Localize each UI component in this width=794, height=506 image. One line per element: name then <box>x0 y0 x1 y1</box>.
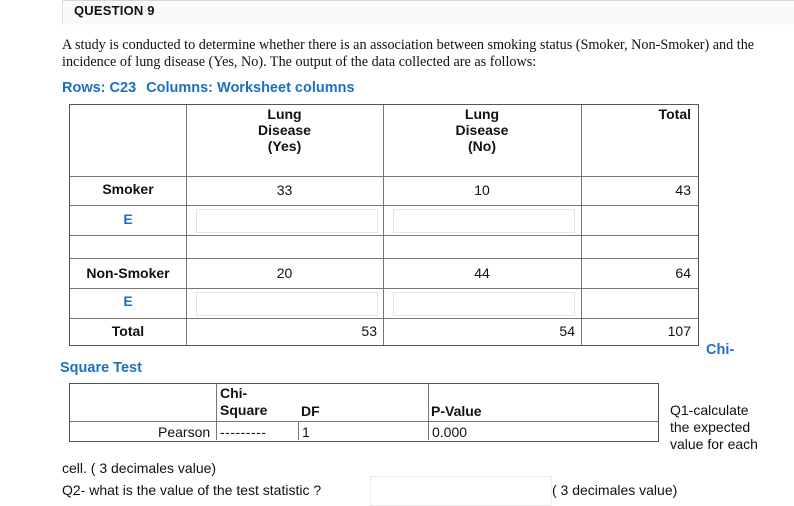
question-header-bar <box>62 0 794 25</box>
df-header: DF <box>301 403 320 419</box>
row-label-smoker: Smoker <box>102 181 154 197</box>
p-value-header: P-Value <box>431 403 482 419</box>
expected-smoker-yes-input[interactable] <box>196 209 378 233</box>
rows-columns-label <box>62 80 355 96</box>
chi-square-title-part1: Chi- <box>706 342 735 358</box>
row-label-total: Total <box>111 323 145 339</box>
row-label-expected-non-smoker: E <box>123 293 133 309</box>
q1-prompt-continued: cell. ( 3 decimales value) <box>62 460 217 476</box>
row-label-expected-smoker: E <box>123 211 133 227</box>
chi-square-table <box>69 383 659 442</box>
question-title: QUESTION 9 <box>74 3 155 18</box>
q1-prompt: Q1-calculate the expected value for each <box>670 402 758 452</box>
non-smoker-total-value: 64 <box>675 265 691 281</box>
q2-prompt: Q2- what is the value of the test statistic ? <box>62 482 322 498</box>
expected-smoker-no-input[interactable] <box>393 209 575 233</box>
header-total: Total <box>658 106 691 122</box>
total-yes-value: 53 <box>361 323 377 339</box>
question-paragraph: A study is conducted to determine whether there is an association between smoking status (Smoker, Non-Smoker) and the incidence of lung disease (Yes, No). The output of the data collected are as follows: <box>62 37 755 70</box>
smoker-yes-value: 33 <box>276 182 293 198</box>
contingency-table <box>69 104 699 346</box>
row-label-non-smoker: Non-Smoker <box>86 265 170 281</box>
smoker-no-value: 10 <box>474 182 490 198</box>
expected-non-smoker-yes-input[interactable] <box>196 292 378 316</box>
p-value: 0.000 <box>432 424 468 440</box>
rows-label: Rows: C23 <box>62 80 137 96</box>
chi-square-title-part2: Square Test <box>60 360 142 376</box>
grand-total-value: 107 <box>667 323 691 339</box>
pearson-label: Pearson <box>158 424 211 440</box>
header-lung-no: Lung Disease (No) <box>455 106 509 154</box>
header-lung-yes: Lung Disease (Yes) <box>258 106 311 154</box>
smoker-total-value: 43 <box>675 182 691 198</box>
df-value: 1 <box>302 424 310 440</box>
chi-square-header: Chi- Square <box>220 385 268 418</box>
expected-non-smoker-no-input[interactable] <box>393 292 575 316</box>
test-statistic-input[interactable] <box>370 476 552 506</box>
chi-square-value: --------- <box>220 424 267 440</box>
columns-label: Columns: Worksheet columns <box>146 80 355 96</box>
non-smoker-yes-value: 20 <box>276 265 293 281</box>
non-smoker-no-value: 44 <box>474 265 490 281</box>
total-no-value: 54 <box>559 323 575 339</box>
decimals-note: ( 3 decimales value) <box>552 482 678 498</box>
